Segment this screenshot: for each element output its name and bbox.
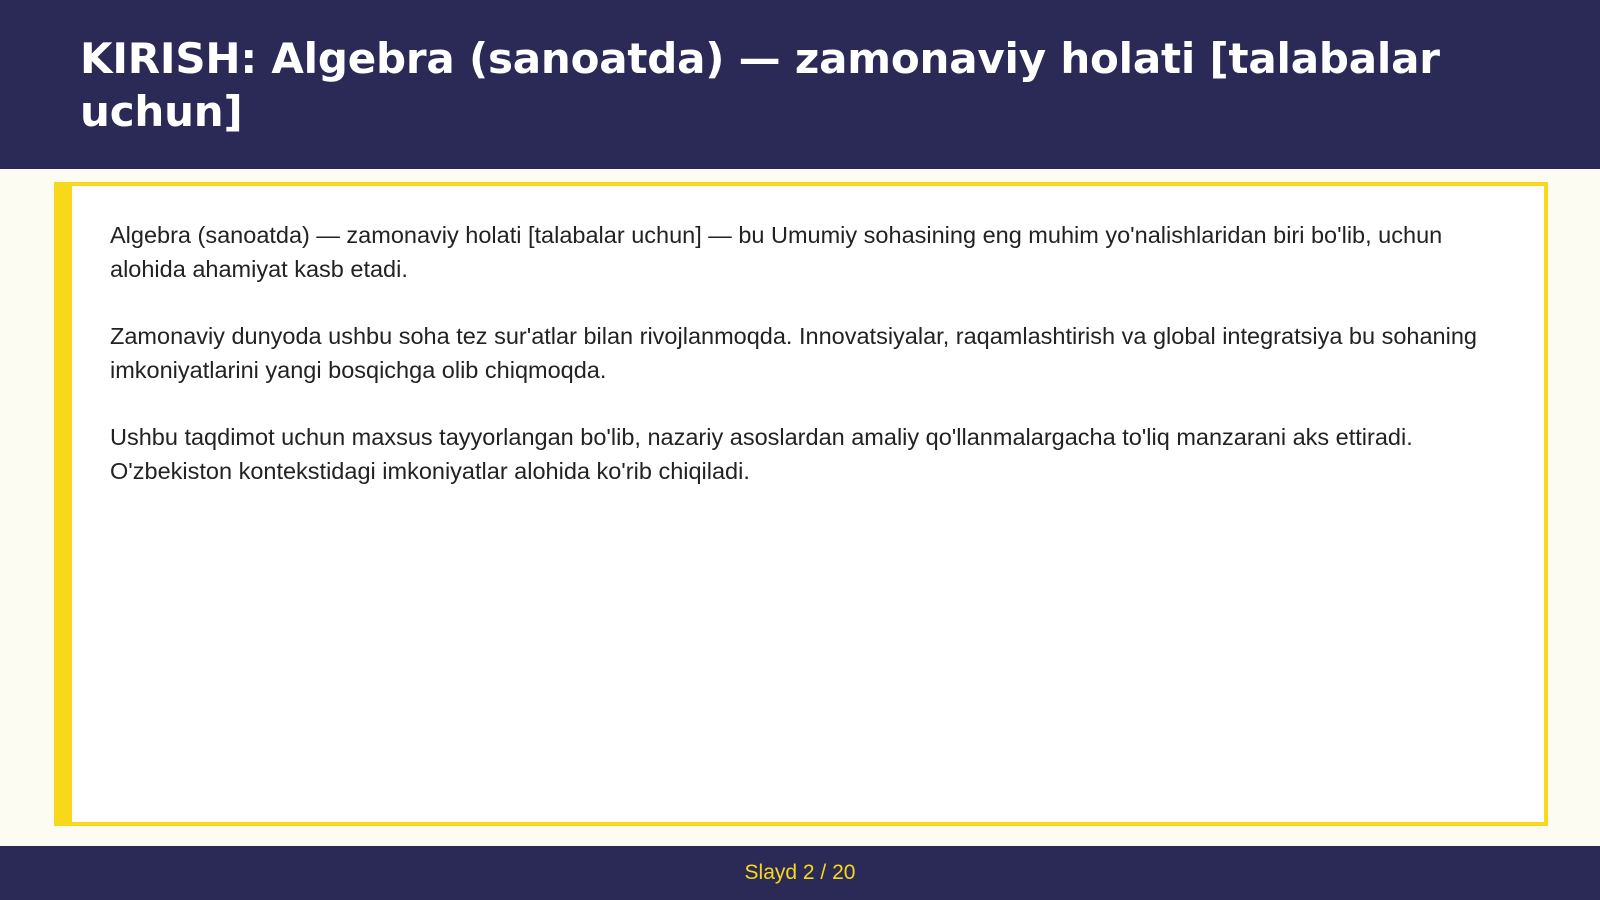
slide-header (0, 0, 1600, 169)
presentation-paragraph: Ushbu taqdimot uchun maxsus tayyorlangan bo'lib, nazariy asoslardan amaliy qo'llanmalargacha to'liq manzarani aks ettiradi. O'zbekiston kontekstidagi imkoniyatlar alohida ko'rib chiqiladi. (110, 424, 1413, 484)
development-paragraph: Zamonaviy dunyoda ushbu soha tez sur'atlar bilan rivojlanmoqda. Innovatsiyalar, raqamlashtirish va global integratsiya bu sohaning imkoniyatlarini yangi bosqichga olib chiqmoqda. (110, 323, 1477, 383)
slide-footer (0, 846, 1600, 900)
content-panel (54, 182, 1548, 826)
intro-paragraph: Algebra (sanoatda) — zamonaviy holati [talabalar uchun] — bu Umumiy sohasining eng muhim yo'nalishlaridan biri bo'lib, uchun alohida ahamiyat kasb etadi. (110, 222, 1443, 282)
slide-counter: Slayd 2 / 20 (744, 861, 856, 884)
slide-title: KIRISH: Algebra (sanoatda) — zamonaviy holati [talabalar uchun] (80, 34, 1440, 136)
